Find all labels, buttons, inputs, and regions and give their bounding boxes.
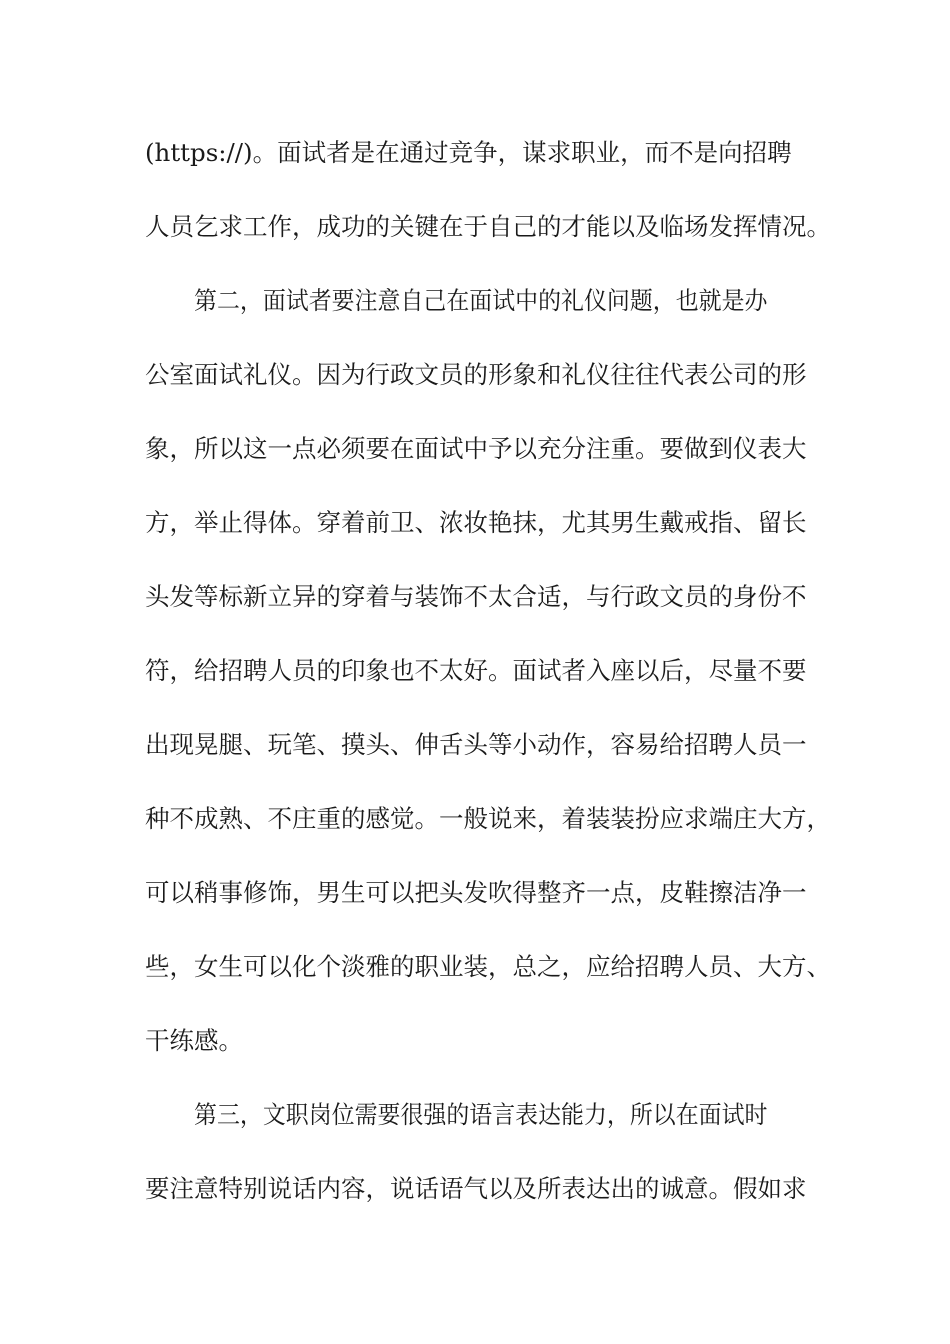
text-line: 要注意特别说话内容，说话语气以及所表达出的诚意。假如求 <box>145 1174 807 1203</box>
text-line: 些，女生可以化个淡雅的职业装，总之，应给招聘人员、大方、 <box>145 952 831 981</box>
text-line: (https://)。面试者是在通过竞争，谋求职业，而不是向招聘 <box>145 138 792 167</box>
text-line: 干练感。 <box>145 1026 243 1055</box>
paragraph-start-line: 第二，面试者要注意自己在面试中的礼仪问题，也就是办 <box>194 286 768 315</box>
text-line: 种不成熟、不庄重的感觉。一般说来，着装装扮应求端庄大方， <box>145 804 831 833</box>
text-line: 公室面试礼仪。因为行政文员的形象和礼仪往往代表公司的形 <box>145 360 807 389</box>
text-line: 方，举止得体。穿着前卫、浓妆艳抹，尤其男生戴戒指、留长 <box>145 508 807 537</box>
text-line: 头发等标新立异的穿着与装饰不太合适，与行政文员的身份不 <box>145 582 807 611</box>
paragraph-start-line: 第三，文职岗位需要很强的语言表达能力，所以在面试时 <box>194 1100 768 1129</box>
text-line: 人员乞求工作，成功的关键在于自己的才能以及临场发挥情况。 <box>145 212 831 241</box>
text-line: 可以稍事修饰，男生可以把头发吹得整齐一点，皮鞋擦洁净一 <box>145 878 807 907</box>
text-line: 象，所以这一点必须要在面试中予以充分注重。要做到仪表大 <box>145 434 807 463</box>
text-line: 出现晃腿、玩笔、摸头、伸舌头等小动作，容易给招聘人员一 <box>145 730 807 759</box>
text-line: 符，给招聘人员的印象也不太好。面试者入座以后，尽量不要 <box>145 656 807 685</box>
